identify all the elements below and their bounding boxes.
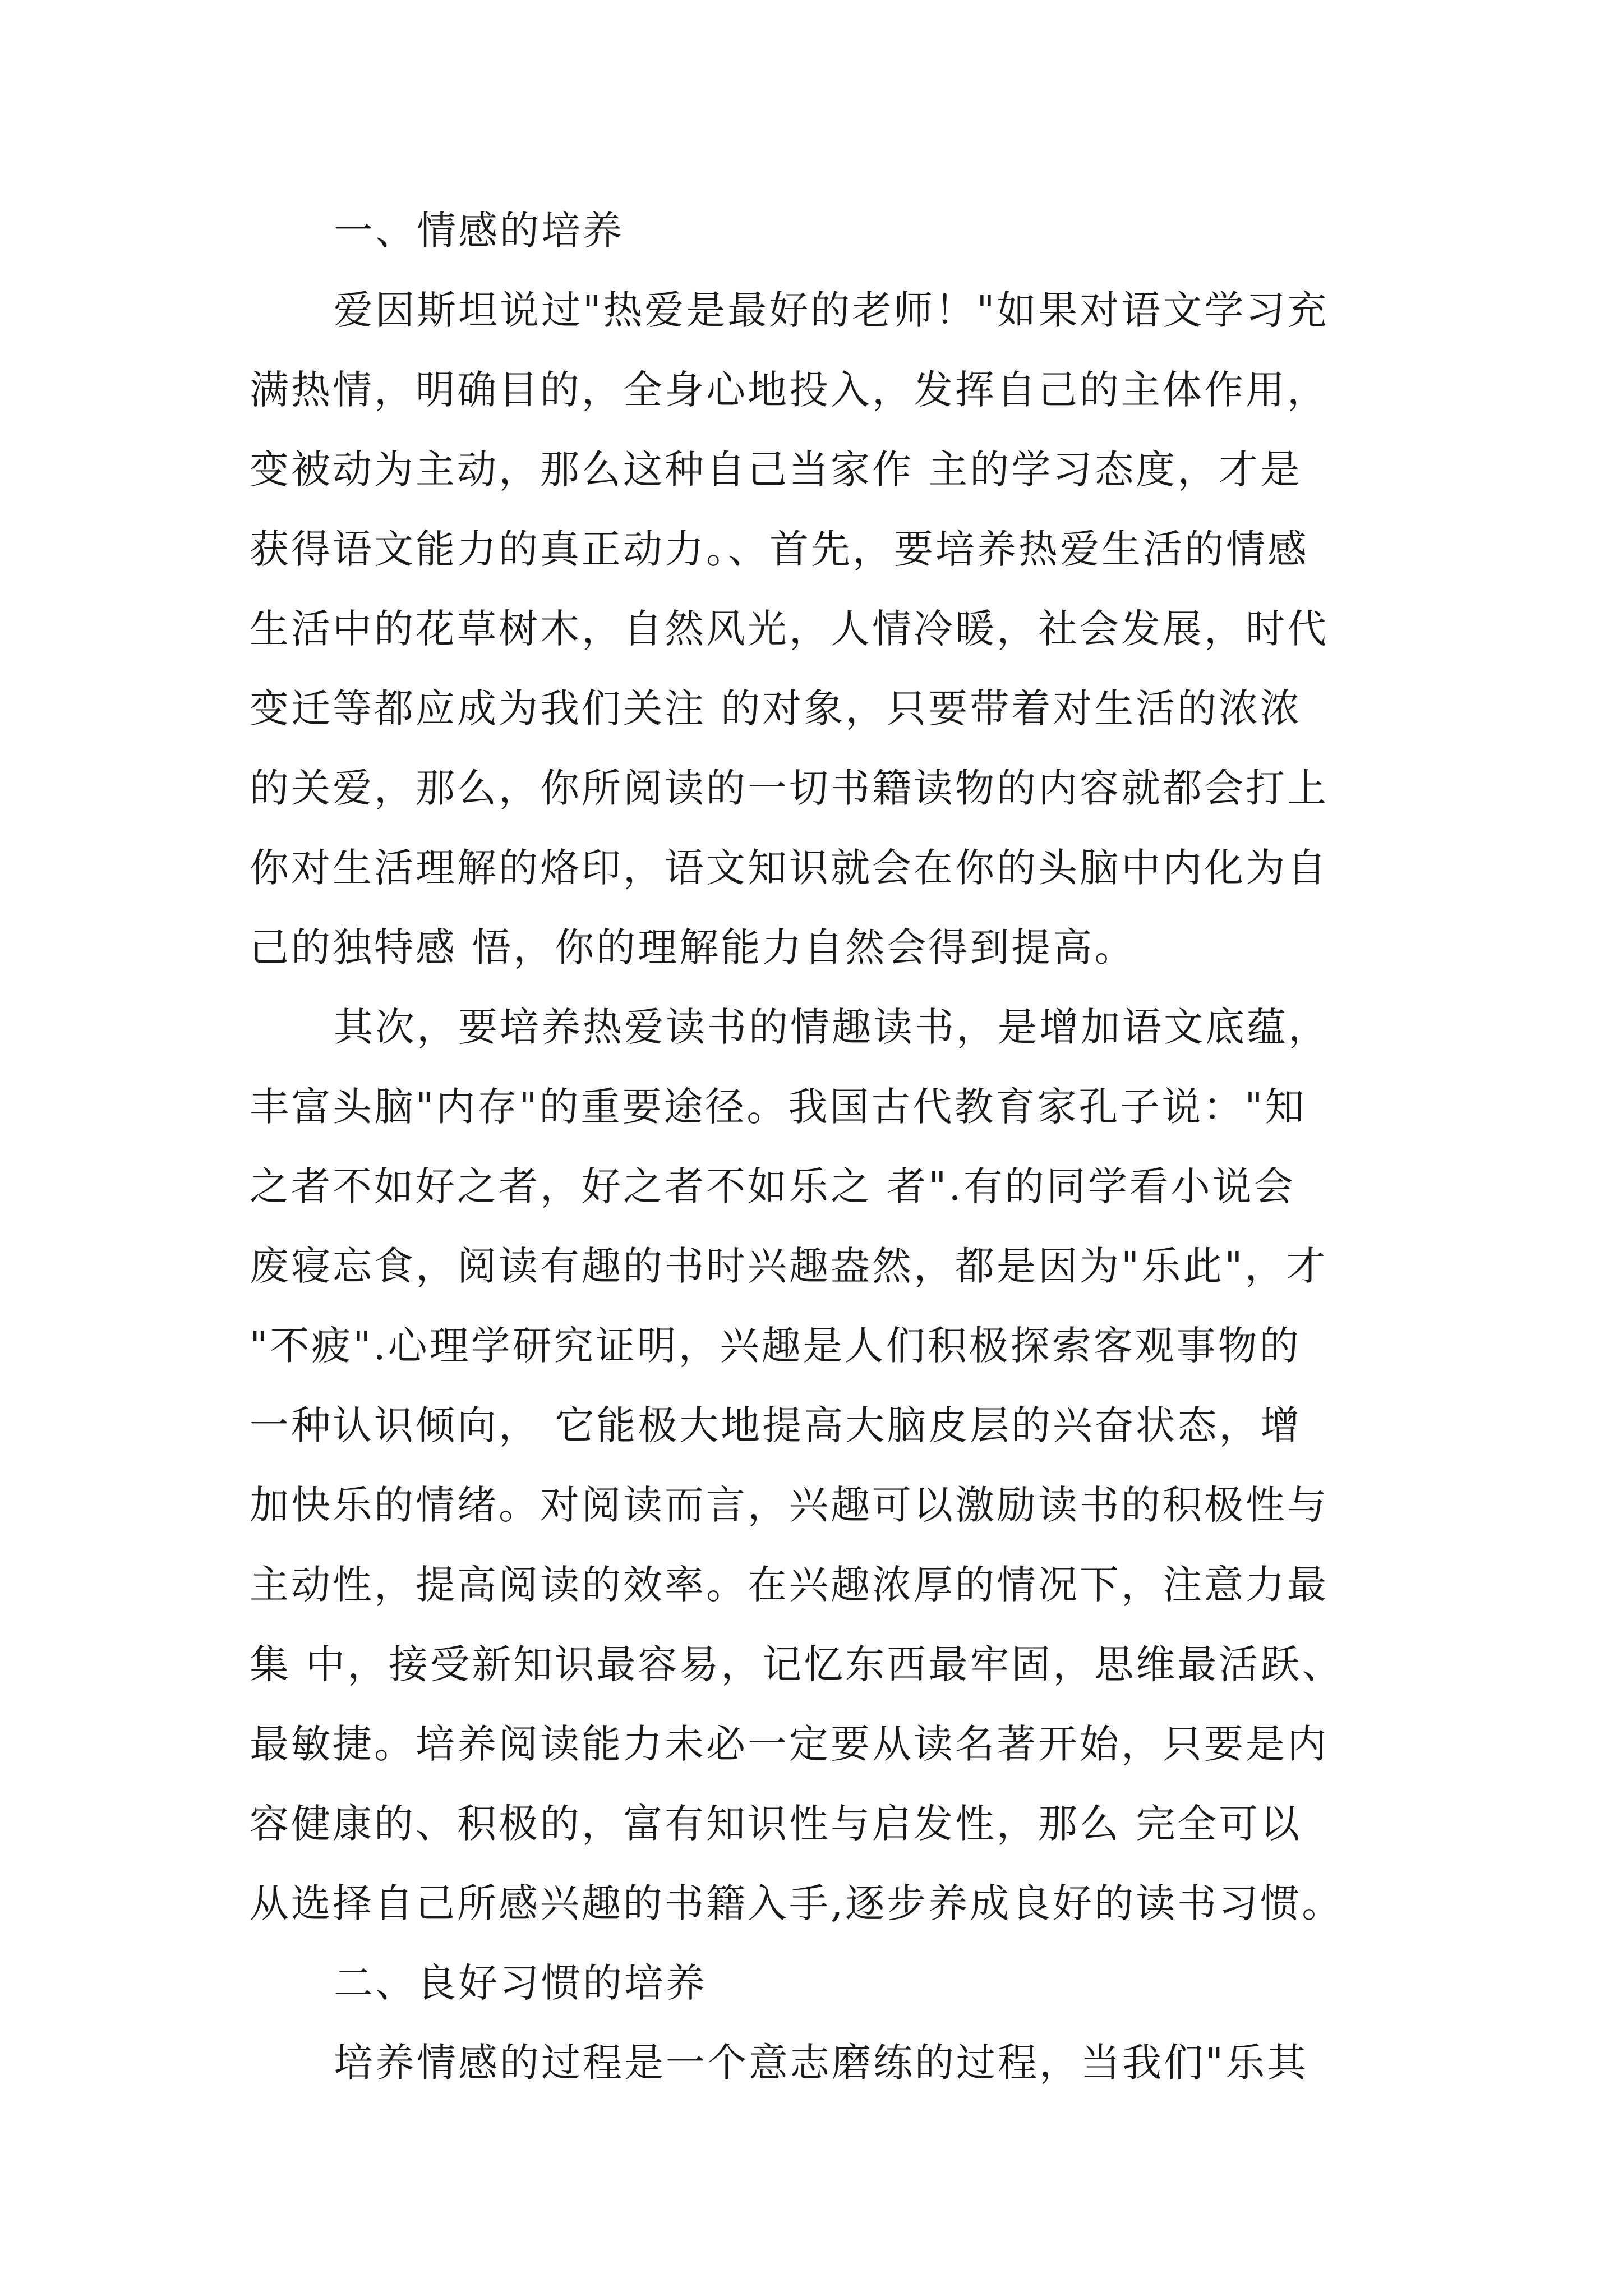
paragraph-line: 丰富头脑"内存"的重要途径。我国古代教育家孔子说："知 [250,1084,1307,1130]
paragraph-line: 获得语文能力的真正动力。、首先，要培养热爱生活的情感 [250,526,1309,572]
section-heading: 一、情感的培养 [334,208,624,254]
paragraph-line: 主动性，提高阅读的效率。在兴趣浓厚的情况下，注意力最 [250,1562,1329,1608]
paragraph-line: 变迁等都应成为我们关注 的对象，只要带着对生活的浓浓 [250,685,1302,731]
paragraph-line: 满热情，明确目的，全身心地投入，发挥自己的主体作用， [250,367,1329,413]
paragraph-line: 加快乐的情绪。对阅读而言，兴趣可以激励读书的积极性与 [250,1482,1329,1528]
paragraph-line: 培养情感的过程是一个意志磨练的过程，当我们"乐其 [334,2040,1309,2086]
body-text [250,191,1394,2102]
paragraph-line: 你对生活理解的烙印，语文知识就会在你的头脑中内化为自 [250,845,1329,891]
paragraph-line: 之者不如好之者，好之者不如乐之 者".有的同学看小说会 [250,1163,1295,1209]
section-heading: 二、良好习惯的培养 [334,1960,707,2006]
paragraph-line: 的关爱，那么，你所阅读的一切书籍读物的内容就都会打上 [250,765,1329,811]
paragraph-line: 变被动为主动，那么这种自己当家作 主的学习态度，才是 [250,447,1302,493]
paragraph-line: "不疲".心理学研究证明，兴趣是人们积极探索客观事物的 [250,1323,1301,1369]
paragraph-line: 一种认识倾向， 它能极大地提高大脑皮层的兴奋状态，增 [250,1402,1302,1448]
paragraph-line: 容健康的、积极的，富有知识性与启发性，那么 完全可以 [250,1801,1302,1847]
paragraph-line: 己的独特感 悟，你的理解能力自然会得到提高。 [250,924,1136,970]
paragraph-line: 从选择自己所感兴趣的书籍入手,逐步养成良好的读书习惯。 [250,1880,1344,1926]
paragraph-line: 爱因斯坦说过"热爱是最好的老师！"如果对语文学习充 [334,287,1329,333]
paragraph-line: 废寝忘食，阅读有趣的书时兴趣盎然，都是因为"乐此"，才 [250,1243,1328,1289]
paragraph-line: 集 中，接受新知识最容易，记忆东西最牢固，思维最活跃、 [250,1641,1344,1687]
paragraph-line: 最敏捷。培养阅读能力未必一定要从读名著开始，只要是内 [250,1721,1329,1767]
paragraph-line: 生活中的花草树木，自然风光，人情冷暖，社会发展，时代 [250,606,1329,652]
paragraph-line: 其次，要培养热爱读书的情趣读书，是增加语文底蕴， [334,1004,1330,1050]
